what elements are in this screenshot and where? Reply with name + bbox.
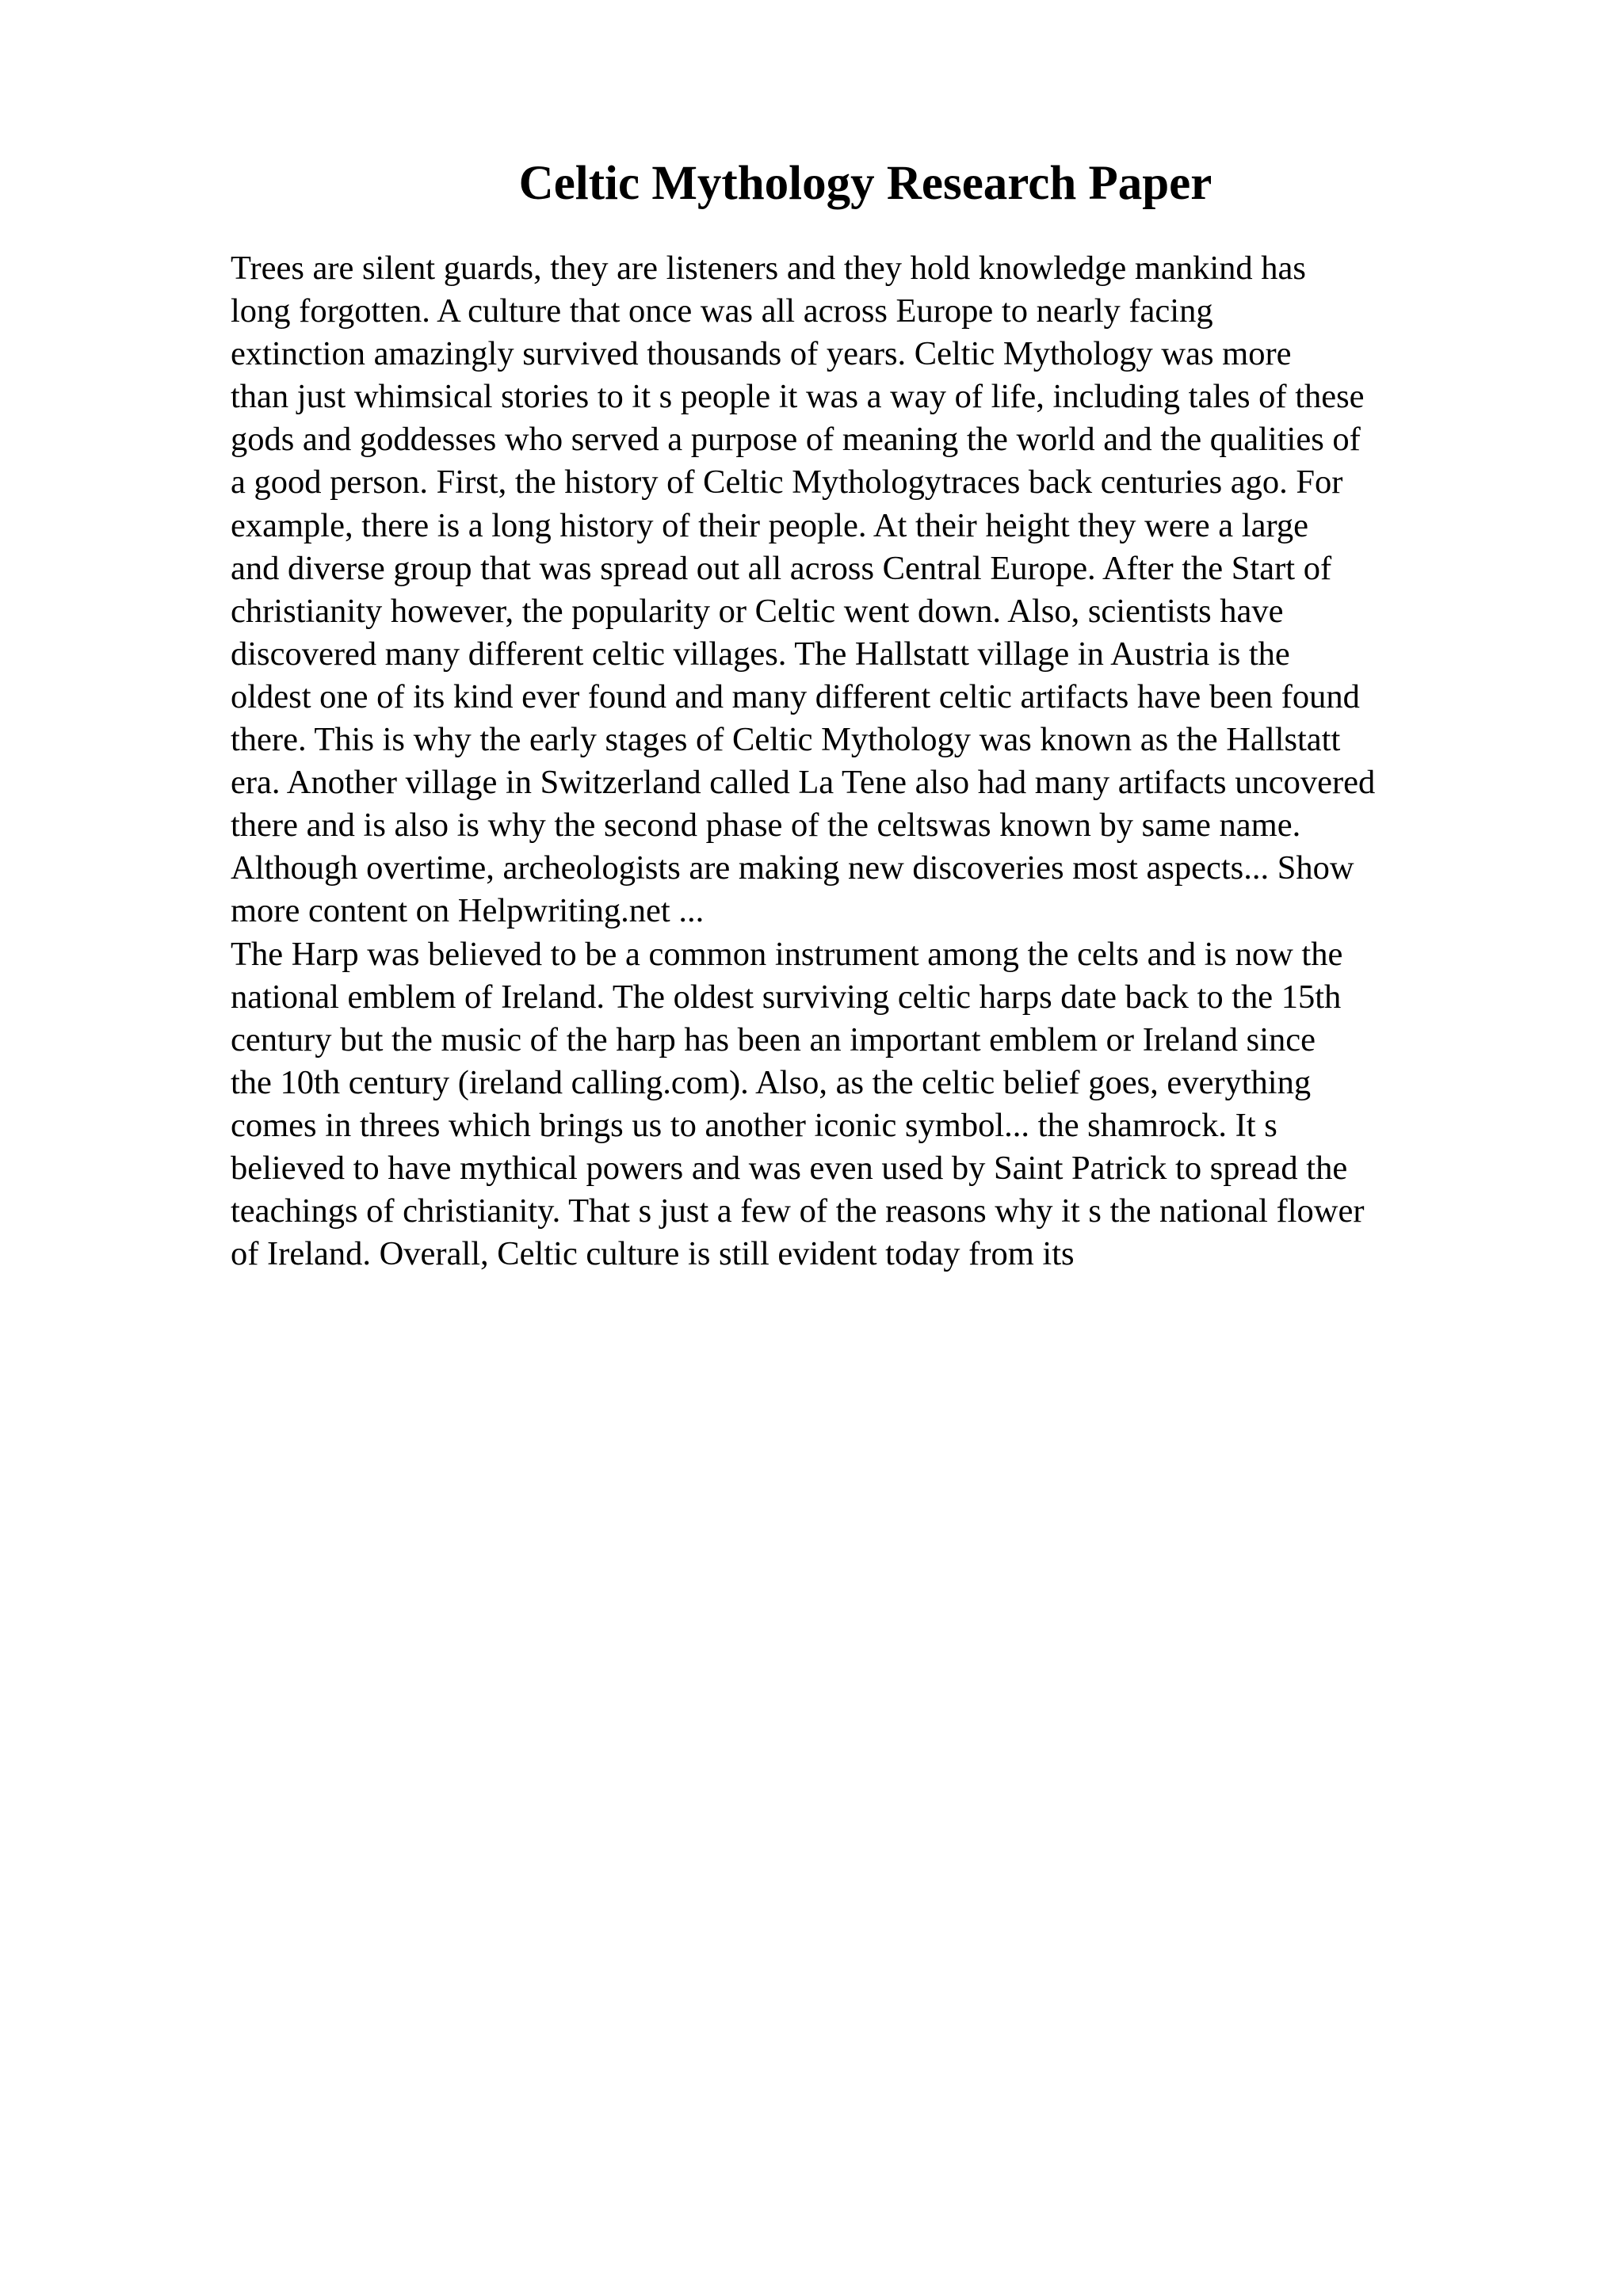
body-line: example, there is a long history of their people. At their height they were a large — [231, 506, 1308, 544]
body-line: Although overtime, archeologists are making new discoveries most aspects... Show — [231, 849, 1354, 887]
body-line: christianity however, the popularity or Celtic went down. Also, scientists have — [231, 592, 1284, 630]
body-line: there. This is why the early stages of Celtic Mythology was known as the Hallstatt — [231, 721, 1341, 759]
body-line: than just whimsical stories to it s people it was a way of life, including tales of these — [231, 378, 1365, 416]
body-line: a good person. First, the history of Celtic Mythologytraces back centuries ago. For — [231, 463, 1343, 502]
body-line: Trees are silent guards, they are listeners and they hold knowledge mankind has — [231, 250, 1306, 287]
body-line: century but the music of the harp has been an important emblem or Ireland since — [231, 1020, 1316, 1058]
body-line: there and is also is why the second phase of the celtswas known by same name. — [231, 807, 1301, 845]
body-line: of Ireland. Overall, Celtic culture is still evident today from its — [231, 1235, 1075, 1273]
body-line: oldest one of its kind ever found and many different celtic artifacts have been found — [231, 677, 1360, 715]
body-line: more content on Helpwriting.net ... — [231, 892, 705, 930]
body-line: believed to have mythical powers and was even used by Saint Patrick to spread the — [231, 1149, 1348, 1187]
body-line: and diverse group that was spread out all across Central Europe. After the Start of — [231, 549, 1332, 587]
body-line: the 10th century (ireland calling.com). Also, as the celtic belief goes, everything — [231, 1063, 1312, 1101]
document-title: Celtic Mythology Research Paper — [518, 157, 1212, 210]
body-line: era. Another village in Switzerland called La Tene also had many artifacts uncovered — [231, 764, 1376, 802]
body-line: extinction amazingly survived thousands of years. Celtic Mythology was more — [231, 335, 1292, 373]
body-line: national emblem of Ireland. The oldest surviving celtic harps date back to the 15th — [231, 978, 1342, 1016]
document-body — [231, 247, 1578, 1276]
body-line: The Harp was believed to be a common instrument among the celts and is now the — [231, 935, 1343, 973]
body-line: long forgotten. A culture that once was all across Europe to nearly facing — [231, 292, 1213, 330]
body-line: comes in threes which brings us to another iconic symbol... the shamrock. It s — [231, 1106, 1277, 1144]
body-line: teachings of christianity. That s just a few of the reasons why it s the national flower — [231, 1192, 1365, 1230]
body-line: gods and goddesses who served a purpose of meaning the world and the qualities of — [231, 421, 1361, 459]
body-line: discovered many different celtic villages. The Hallstatt village in Austria is the — [231, 635, 1290, 673]
